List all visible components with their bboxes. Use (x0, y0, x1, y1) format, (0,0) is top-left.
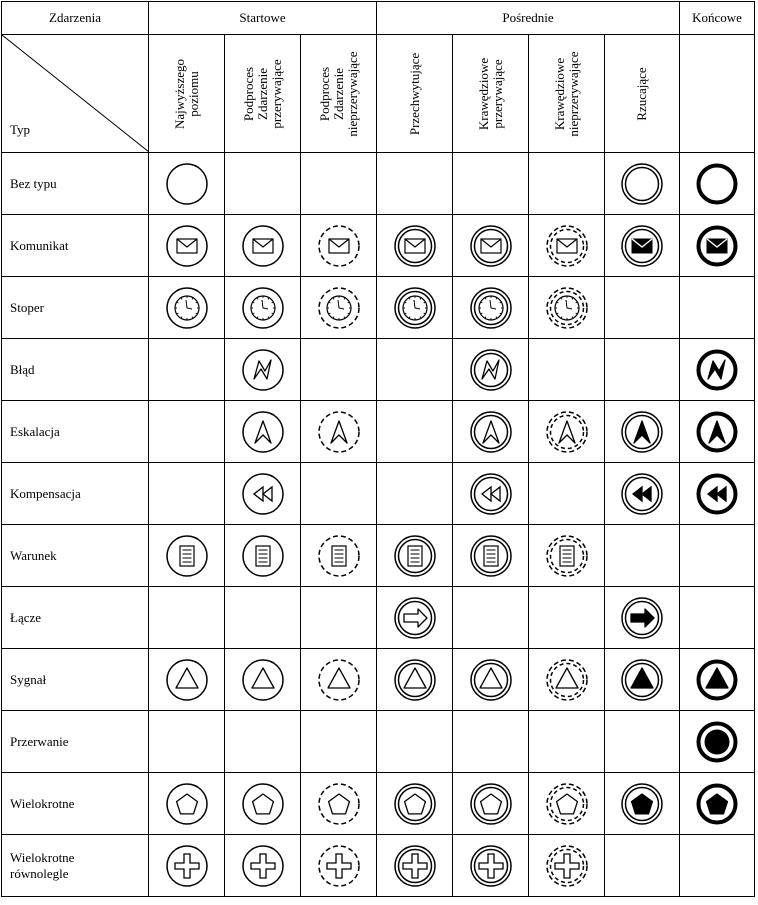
event-cell (605, 773, 680, 835)
event-cell (149, 463, 225, 525)
escalation-end-event-icon (695, 410, 739, 454)
multiple-catching-event-icon (393, 782, 437, 826)
multiple-boundary_nonint-event-icon (545, 782, 589, 826)
column-header-catching (377, 35, 453, 153)
conditional-catching-event-icon (393, 534, 437, 578)
multiple-top-event-icon (165, 782, 209, 826)
column-header-end (680, 35, 755, 153)
event-cell (225, 835, 301, 897)
link-throwing-event-icon (620, 596, 664, 640)
event-cell (680, 711, 755, 773)
event-cell (377, 153, 453, 215)
row-label-line: Eskalacja (10, 423, 60, 439)
table-row (2, 525, 755, 587)
event-cell (605, 401, 680, 463)
event-cell (680, 649, 755, 711)
column-header-text (173, 58, 201, 128)
column-header-line: Rzucające (634, 66, 649, 121)
event-cell (301, 587, 377, 649)
event-cell (301, 835, 377, 897)
row-label-line: Stoper (10, 299, 44, 315)
event-cell (453, 463, 529, 525)
message-boundary_nonint-event-icon (545, 224, 589, 268)
table-row (2, 153, 755, 215)
row-label-line: Przerwanie (10, 733, 69, 749)
parallel-sub_int-event-icon (241, 844, 285, 888)
compensation-boundary_int-event-icon (469, 472, 513, 516)
parallel-boundary_int-event-icon (469, 844, 513, 888)
event-cell (680, 773, 755, 835)
row-label-line: Sygnał (10, 671, 47, 687)
link-catching-event-icon (393, 596, 437, 640)
message-throwing-event-icon (620, 224, 664, 268)
column-header-line: poziomu (185, 70, 201, 117)
row-label (2, 649, 149, 711)
event-cell (453, 649, 529, 711)
event-cell (149, 401, 225, 463)
event-cell (680, 153, 755, 215)
event-cell (301, 525, 377, 587)
event-cell (605, 215, 680, 277)
event-cell (301, 773, 377, 835)
column-header-boundary_nonint (529, 35, 605, 153)
row-label-line: Warunek (10, 547, 57, 563)
multiple-boundary_int-event-icon (469, 782, 513, 826)
escalation-sub_nonint-event-icon (317, 410, 361, 454)
event-cell (529, 153, 605, 215)
event-cell (529, 463, 605, 525)
signal-top-event-icon (165, 658, 209, 702)
table-row (2, 773, 755, 835)
escalation-boundary_int-event-icon (469, 410, 513, 454)
table-row (2, 277, 755, 339)
row-label-line: Wielokrotne (10, 795, 75, 811)
column-header-line: Krawędziowe (475, 57, 491, 130)
event-cell (301, 649, 377, 711)
column-header-text (242, 59, 284, 128)
column-header-line: Zdarzenie (330, 67, 346, 120)
event-cell (605, 277, 680, 339)
column-header-line: Podproces (316, 66, 332, 121)
event-cell (225, 463, 301, 525)
compensation-sub_int-event-icon (241, 472, 285, 516)
event-cell (377, 401, 453, 463)
event-cell (605, 649, 680, 711)
none-top-event-icon (165, 162, 209, 206)
row-label-line: Błąd (10, 361, 35, 377)
event-cell (680, 835, 755, 897)
column-header-line: Przechwytujące (406, 52, 422, 135)
timer-top-event-icon (165, 286, 209, 330)
event-cell (225, 587, 301, 649)
event-cell (149, 835, 225, 897)
event-cell (301, 463, 377, 525)
row-label-line: Łącze (10, 609, 42, 625)
column-header-line: Krawędziowe (551, 57, 567, 130)
event-cell (680, 463, 755, 525)
signal-catching-event-icon (393, 658, 437, 702)
event-cell (453, 215, 529, 277)
event-cell (453, 277, 529, 339)
signal-sub_int-event-icon (241, 658, 285, 702)
row-label-line: Komunikat (10, 237, 69, 253)
parallel-top-event-icon (165, 844, 209, 888)
conditional-boundary_int-event-icon (469, 534, 513, 578)
signal-boundary_nonint-event-icon (545, 658, 589, 702)
table-row (2, 711, 755, 773)
event-cell (301, 215, 377, 277)
event-cell (377, 215, 453, 277)
event-cell (605, 339, 680, 401)
event-cell (149, 649, 225, 711)
message-top-event-icon (165, 224, 209, 268)
column-header-line: przerywające (489, 58, 505, 129)
message-sub_nonint-event-icon (317, 224, 361, 268)
conditional-boundary_nonint-event-icon (545, 534, 589, 578)
row-label-line: równolegle (10, 865, 69, 881)
event-cell (529, 401, 605, 463)
error-end-event-icon (695, 348, 739, 392)
row-label (2, 711, 149, 773)
event-cell (225, 153, 301, 215)
event-cell (377, 339, 453, 401)
signal-throwing-event-icon (620, 658, 664, 702)
column-header-line: Podproces (240, 66, 256, 121)
event-cell (605, 153, 680, 215)
column-header-top (149, 35, 225, 153)
timer-sub_nonint-event-icon (317, 286, 361, 330)
event-cell (377, 835, 453, 897)
event-cell (605, 525, 680, 587)
bpmn-events-table (1, 1, 755, 897)
multiple-sub_nonint-event-icon (317, 782, 361, 826)
column-header-text (477, 57, 505, 129)
event-cell (680, 277, 755, 339)
event-cell (301, 711, 377, 773)
event-cell (680, 587, 755, 649)
event-cell (149, 215, 225, 277)
table-row (2, 835, 755, 897)
event-cell (529, 649, 605, 711)
column-header-text (635, 67, 649, 120)
group-intermediate-header: Pośrednie (377, 2, 680, 35)
event-cell (529, 525, 605, 587)
row-label (2, 277, 149, 339)
signal-sub_nonint-event-icon (317, 658, 361, 702)
compensation-throwing-event-icon (620, 472, 664, 516)
conditional-sub_nonint-event-icon (317, 534, 361, 578)
event-cell (149, 525, 225, 587)
timer-boundary_nonint-event-icon (545, 286, 589, 330)
event-cell (453, 525, 529, 587)
event-cell (149, 711, 225, 773)
row-label (2, 401, 149, 463)
event-cell (149, 277, 225, 339)
column-header-line: Najwyższego (171, 58, 187, 129)
event-cell (301, 277, 377, 339)
none-end-event-icon (695, 162, 739, 206)
event-cell (149, 587, 225, 649)
table-row (2, 215, 755, 277)
message-sub_int-event-icon (241, 224, 285, 268)
event-cell (377, 649, 453, 711)
message-end-event-icon (695, 224, 739, 268)
event-cell (225, 215, 301, 277)
row-label (2, 773, 149, 835)
event-cell (529, 339, 605, 401)
column-header-sub_int (225, 35, 301, 153)
column-header-throwing (605, 35, 680, 153)
error-boundary_int-event-icon (469, 348, 513, 392)
column-header-text (408, 52, 422, 134)
group-start-header: Startowe (149, 2, 377, 35)
event-cell (149, 153, 225, 215)
column-header-line: nieprzerywające (344, 50, 360, 137)
table-row (2, 587, 755, 649)
row-label-line: Wielokrotne (10, 849, 75, 865)
event-cell (680, 401, 755, 463)
event-cell (453, 835, 529, 897)
event-cell (453, 339, 529, 401)
compensation-end-event-icon (695, 472, 739, 516)
event-cell (377, 711, 453, 773)
event-cell (453, 711, 529, 773)
event-cell (377, 463, 453, 525)
timer-sub_int-event-icon (241, 286, 285, 330)
escalation-boundary_nonint-event-icon (545, 410, 589, 454)
conditional-sub_int-event-icon (241, 534, 285, 578)
type-label: Typ (10, 122, 31, 137)
parallel-sub_nonint-event-icon (317, 844, 361, 888)
row-label (2, 215, 149, 277)
timer-catching-event-icon (393, 286, 437, 330)
multiple-end-event-icon (695, 782, 739, 826)
diagonal-header-cell (2, 35, 149, 153)
event-cell (453, 773, 529, 835)
event-cell (680, 525, 755, 587)
row-label (2, 463, 149, 525)
event-cell (149, 339, 225, 401)
event-cell (605, 835, 680, 897)
table-row (2, 463, 755, 525)
event-cell (225, 525, 301, 587)
event-cell (529, 711, 605, 773)
event-cell (453, 153, 529, 215)
event-cell (605, 587, 680, 649)
terminate-end-event-icon (695, 720, 739, 764)
row-label (2, 587, 149, 649)
parallel-boundary_nonint-event-icon (545, 844, 589, 888)
table-row (2, 649, 755, 711)
event-cell (301, 339, 377, 401)
event-cell (529, 277, 605, 339)
message-boundary_int-event-icon (469, 224, 513, 268)
event-cell (453, 401, 529, 463)
event-cell (453, 587, 529, 649)
event-cell (377, 277, 453, 339)
row-label (2, 835, 149, 897)
multiple-throwing-event-icon (620, 782, 664, 826)
row-label-line: Kompensacja (10, 485, 81, 501)
multiple-sub_int-event-icon (241, 782, 285, 826)
column-header-line: przerywające (268, 58, 284, 129)
column-header-text (318, 51, 360, 136)
group-end-header: Końcowe (680, 2, 755, 35)
event-cell (605, 463, 680, 525)
event-cell (225, 711, 301, 773)
signal-end-event-icon (695, 658, 739, 702)
event-cell (529, 773, 605, 835)
event-cell (149, 773, 225, 835)
column-header-sub_nonint (301, 35, 377, 153)
event-cell (225, 277, 301, 339)
conditional-top-event-icon (165, 534, 209, 578)
column-header-text (553, 51, 581, 136)
event-cell (680, 339, 755, 401)
event-cell (529, 587, 605, 649)
table-row (2, 339, 755, 401)
signal-boundary_int-event-icon (469, 658, 513, 702)
column-header-boundary_int (453, 35, 529, 153)
event-cell (225, 401, 301, 463)
event-cell (529, 215, 605, 277)
event-cell (301, 401, 377, 463)
event-cell (377, 773, 453, 835)
escalation-throwing-event-icon (620, 410, 664, 454)
column-header-line: Zdarzenie (254, 67, 270, 120)
event-cell (529, 835, 605, 897)
row-label (2, 525, 149, 587)
timer-boundary_int-event-icon (469, 286, 513, 330)
row-label (2, 153, 149, 215)
events-header: Zdarzenia (2, 2, 149, 35)
parallel-catching-event-icon (393, 844, 437, 888)
escalation-sub_int-event-icon (241, 410, 285, 454)
event-cell (301, 153, 377, 215)
event-cell (225, 649, 301, 711)
table-row (2, 401, 755, 463)
none-throwing-event-icon (620, 162, 664, 206)
error-sub_int-event-icon (241, 348, 285, 392)
row-label (2, 339, 149, 401)
row-label-line: Bez typu (10, 175, 57, 191)
event-cell (225, 773, 301, 835)
event-cell (377, 525, 453, 587)
event-cell (225, 339, 301, 401)
event-cell (605, 711, 680, 773)
column-header-line: nieprzerywające (565, 50, 581, 137)
event-cell (377, 587, 453, 649)
event-cell (680, 215, 755, 277)
message-catching-event-icon (393, 224, 437, 268)
